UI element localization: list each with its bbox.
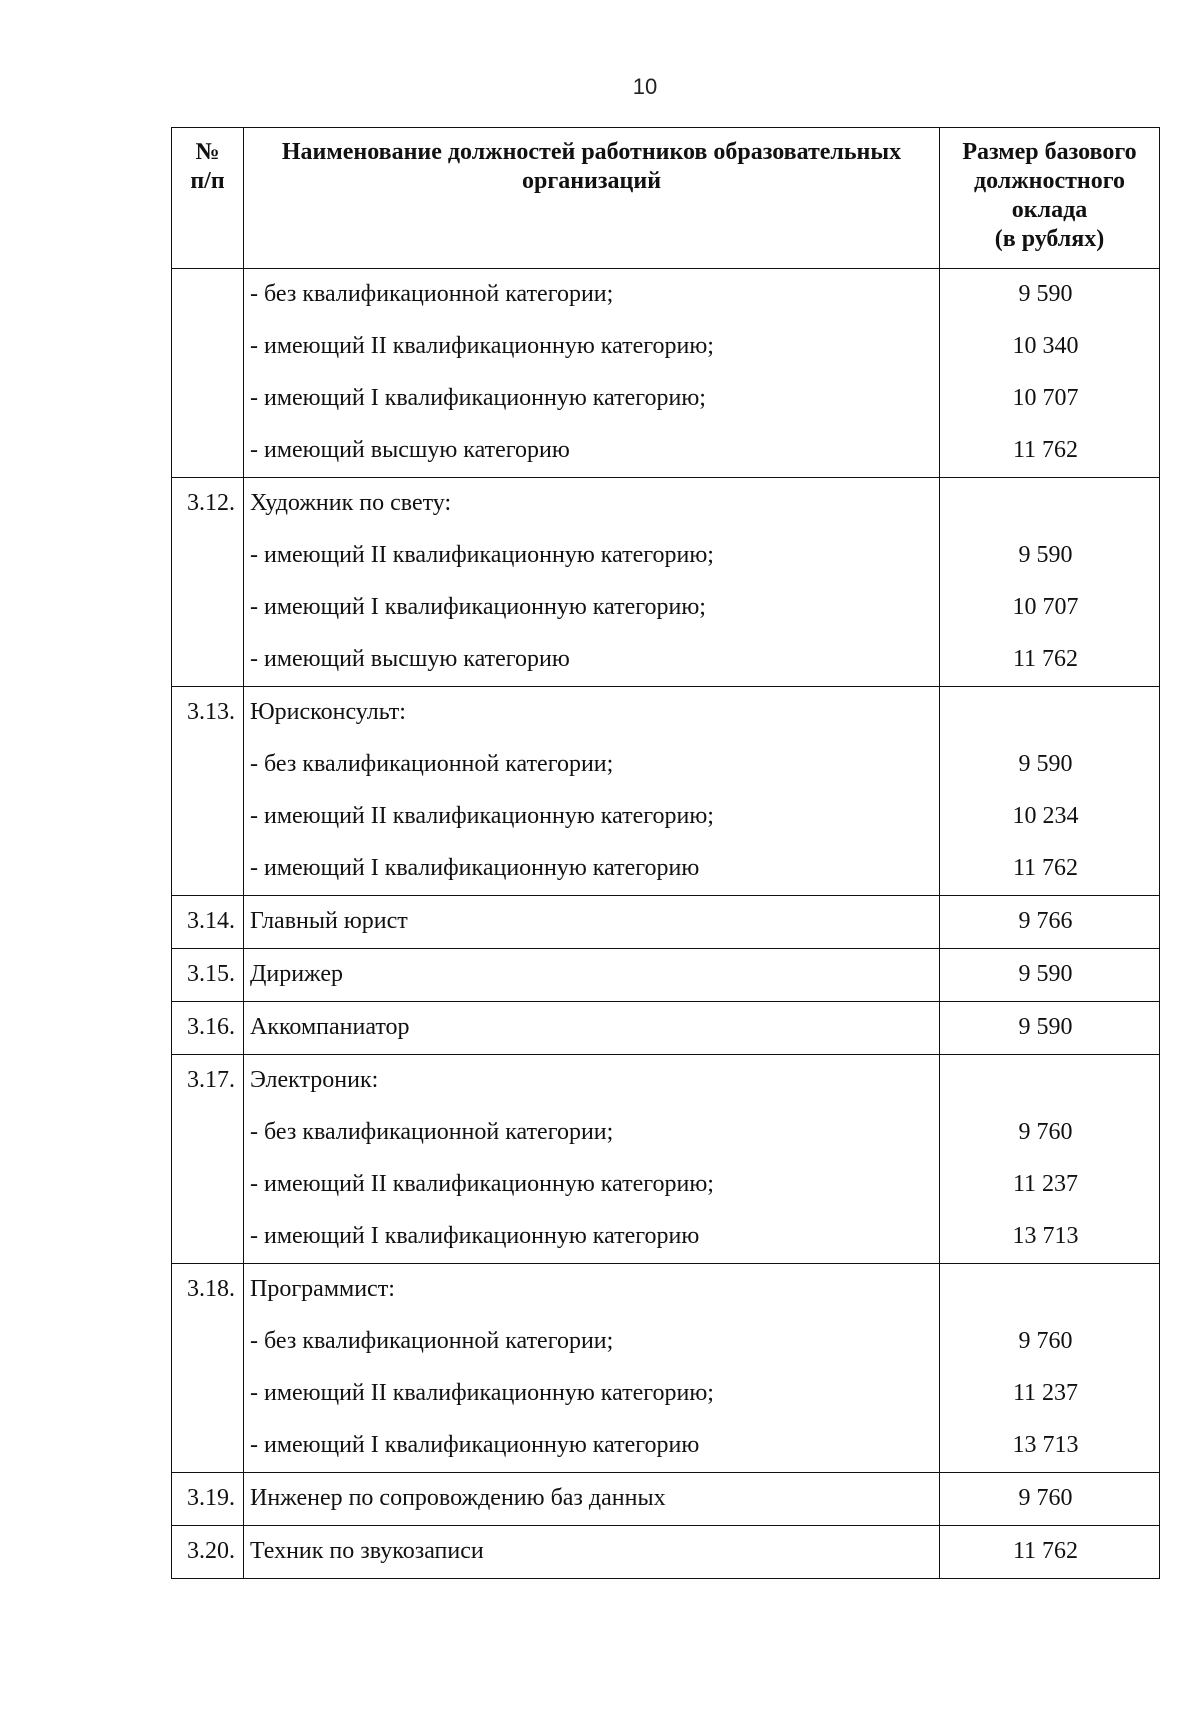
salary-value: 13 713: [1012, 1432, 1079, 1458]
salary-cell: [940, 1002, 1160, 1055]
table-row: [172, 1264, 1160, 1473]
salary-value: 9 590: [1018, 281, 1073, 307]
salary-value: 10 234: [1012, 803, 1079, 829]
salary-value: 9 760: [1018, 1328, 1073, 1354]
header-position-line: организаций: [521, 168, 662, 194]
row-number-cell: [172, 949, 244, 1002]
position-line: - без квалификационной категории;: [250, 1119, 614, 1145]
salary-cell: [940, 687, 1160, 896]
row-number: [172, 269, 235, 321]
position-line: - без квалификационной категории;: [250, 281, 614, 307]
position-line: - имеющий высшую категорию: [250, 646, 570, 672]
position-name-cell: [244, 1264, 940, 1473]
position-line: - имеющий I квалификационную категорию;: [250, 385, 706, 411]
position-name-cell: [244, 949, 940, 1002]
row-number-cell: [172, 1002, 244, 1055]
position-line: Юрисконсульт:: [250, 699, 406, 725]
row-number: 3.20.: [187, 1538, 235, 1564]
salary-value: 11 237: [1012, 1171, 1079, 1197]
table-row: [172, 1526, 1160, 1579]
position-line: Дирижер: [250, 961, 343, 987]
salary-value: 9 590: [1018, 751, 1073, 777]
salary-cell: [940, 949, 1160, 1002]
salary-value: 10 340: [1012, 333, 1079, 359]
position-name-cell: [244, 896, 940, 949]
position-line: Главный юрист: [250, 908, 408, 934]
position-line: Электроник:: [250, 1067, 379, 1093]
table-row: [172, 1002, 1160, 1055]
salary-cell: [940, 1055, 1160, 1264]
salary-cell: [940, 1264, 1160, 1473]
row-number-cell: [172, 478, 244, 687]
table-row: [172, 949, 1160, 1002]
position-line: - имеющий II квалификационную категорию;: [250, 542, 714, 568]
row-number-cell: [172, 1473, 244, 1526]
salary-cell: [940, 269, 1160, 478]
row-number: 3.12.: [187, 490, 235, 516]
position-line: Инженер по сопровождению баз данных: [250, 1485, 666, 1511]
salary-value: 11 762: [1012, 646, 1079, 672]
row-number-cell: [172, 896, 244, 949]
table-row: [172, 1473, 1160, 1526]
header-position-name: [244, 128, 940, 269]
position-line: - имеющий I квалификационную категорию: [250, 1432, 700, 1458]
row-number: 3.13.: [187, 699, 235, 725]
position-name-cell: [244, 1526, 940, 1579]
position-name-cell: [244, 687, 940, 896]
row-number: 3.16.: [187, 1014, 235, 1040]
position-name-cell: [244, 1473, 940, 1526]
header-position-line: Наименование должностей работников образовательных: [281, 139, 902, 165]
position-name-cell: [244, 269, 940, 478]
header-number-line: п/п: [190, 168, 225, 194]
position-line: Техник по звукозаписи: [250, 1538, 484, 1564]
position-line: - имеющий высшую категорию: [250, 437, 570, 463]
salary-value: 10 707: [1012, 594, 1079, 620]
salary-value: [940, 478, 1159, 530]
salary-value: 11 762: [1012, 855, 1079, 881]
salary-value: 9 760: [1018, 1485, 1073, 1511]
salary-cell: [940, 1526, 1160, 1579]
header-salary-line: должностного: [973, 168, 1126, 194]
header-salary-line: (в рублях): [994, 226, 1105, 252]
salary-cell: [940, 1473, 1160, 1526]
row-number-cell: [172, 269, 244, 478]
salary-value: 11 237: [1012, 1380, 1079, 1406]
salary-value: [940, 1264, 1159, 1316]
position-name-cell: [244, 1055, 940, 1264]
header-salary-line: Размер базового: [962, 139, 1137, 165]
row-number: 3.19.: [187, 1485, 235, 1511]
position-line: - имеющий I квалификационную категорию: [250, 1223, 700, 1249]
table-row: [172, 269, 1160, 478]
salary-cell: [940, 896, 1160, 949]
table-row: [172, 478, 1160, 687]
row-number: 3.15.: [187, 961, 235, 987]
row-number-cell: [172, 1264, 244, 1473]
table-row: [172, 1055, 1160, 1264]
row-number: 3.18.: [187, 1276, 235, 1302]
position-line: - без квалификационной категории;: [250, 751, 614, 777]
position-line: Программист:: [250, 1276, 395, 1302]
position-line: Художник по свету:: [250, 490, 452, 516]
salary-value: 11 762: [1012, 1538, 1079, 1564]
salary-cell: [940, 478, 1160, 687]
table-body: [172, 269, 1160, 1579]
table-header-row: [172, 128, 1160, 269]
salary-value: 11 762: [1012, 437, 1079, 463]
salary-value: 9 766: [1018, 908, 1073, 934]
row-number: 3.14.: [187, 908, 235, 934]
position-line: Аккомпаниатор: [250, 1014, 410, 1040]
salary-value: 13 713: [1012, 1223, 1079, 1249]
position-line: - без квалификационной категории;: [250, 1328, 614, 1354]
position-line: - имеющий II квалификационную категорию;: [250, 1171, 714, 1197]
table-row: [172, 896, 1160, 949]
salary-value: 9 590: [1018, 1014, 1073, 1040]
position-line: - имеющий II квалификационную категорию;: [250, 1380, 714, 1406]
salary-value: 9 760: [1018, 1119, 1073, 1145]
position-name-cell: [244, 478, 940, 687]
salary-table: [171, 127, 1160, 1579]
header-salary: [940, 128, 1160, 269]
salary-value: 10 707: [1012, 385, 1079, 411]
row-number-cell: [172, 1055, 244, 1264]
position-line: - имеющий I квалификационную категорию;: [250, 594, 706, 620]
position-line: - имеющий I квалификационную категорию: [250, 855, 700, 881]
row-number-cell: [172, 1526, 244, 1579]
table-row: [172, 687, 1160, 896]
header-salary-line: оклада: [1011, 197, 1088, 223]
page-number: 10: [632, 74, 658, 99]
row-number-cell: [172, 687, 244, 896]
salary-value: 9 590: [1018, 961, 1073, 987]
header-number-line: №: [195, 139, 220, 165]
salary-value: [940, 1055, 1159, 1107]
position-line: - имеющий II квалификационную категорию;: [250, 333, 714, 359]
position-line: - имеющий II квалификационную категорию;: [250, 803, 714, 829]
header-number: [172, 128, 244, 269]
salary-value: [940, 687, 1159, 739]
position-name-cell: [244, 1002, 940, 1055]
row-number: 3.17.: [187, 1067, 235, 1093]
salary-value: 9 590: [1018, 542, 1073, 568]
